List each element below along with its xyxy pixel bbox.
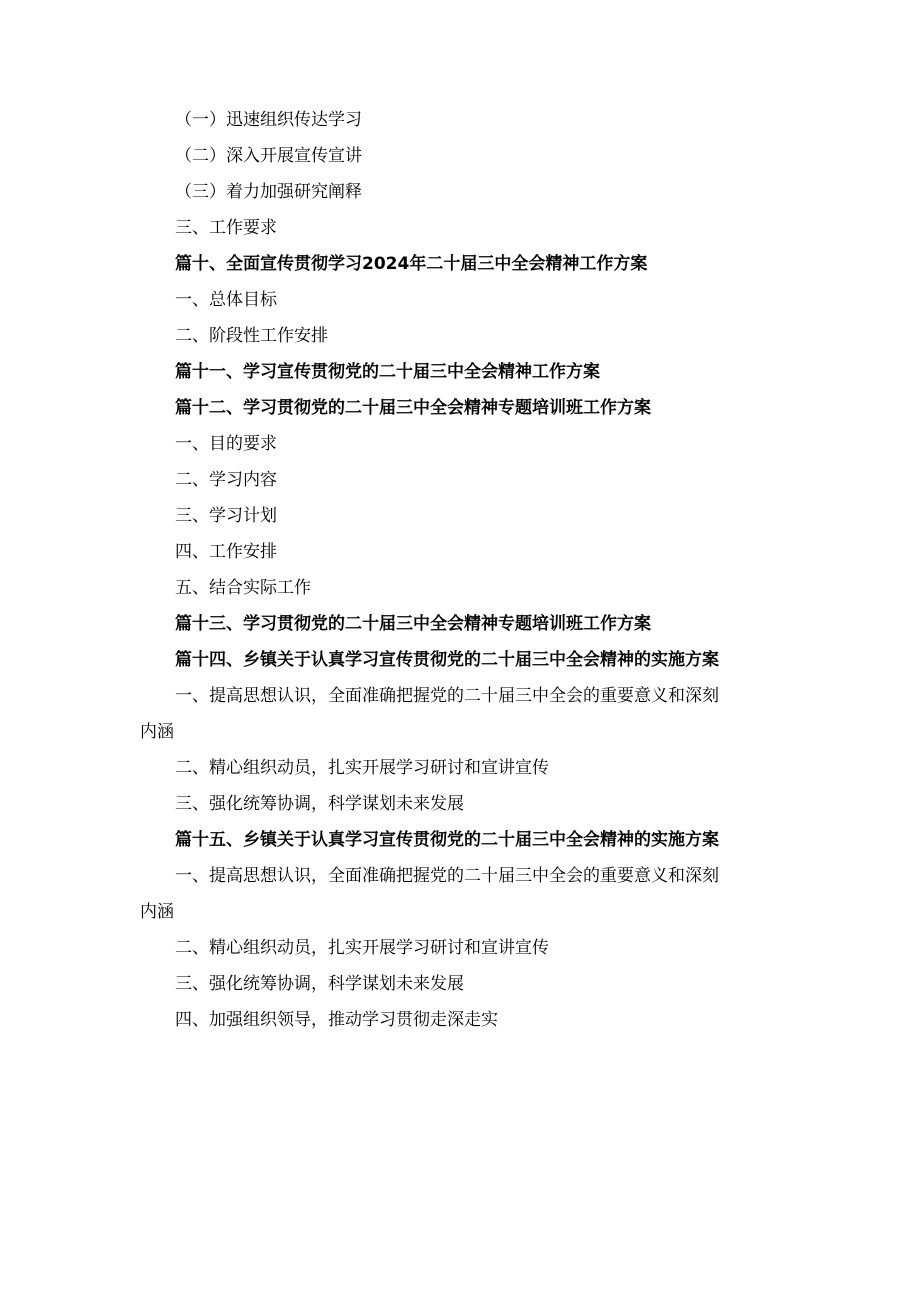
toc-entry: 一、提高思想认识，全面准确把握党的二十届三中全会的重要意义和深刻 (175, 686, 719, 706)
toc-entry: 四、工作安排 (175, 542, 277, 562)
toc-entry: 二、精心组织动员，扎实开展学习研讨和宣讲宣传 (175, 938, 549, 958)
toc-entry: （一）迅速组织传达学习 (175, 110, 362, 130)
toc-entry: 三、强化统筹协调，科学谋划未来发展 (175, 974, 464, 994)
toc-entry: 二、阶段性工作安排 (175, 326, 328, 346)
toc-section-heading: 篇十二、学习贯彻党的二十届三中全会精神专题培训班工作方案 (175, 398, 651, 418)
toc-entry: 三、强化统筹协调，科学谋划未来发展 (175, 794, 464, 814)
toc-entry: 二、精心组织动员，扎实开展学习研讨和宣讲宣传 (175, 758, 549, 778)
toc-section-heading: 篇十、全面宣传贯彻学习2024年二十届三中全会精神工作方案 (175, 254, 648, 274)
toc-section-heading: 篇十一、学习宣传贯彻党的二十届三中全会精神工作方案 (175, 362, 600, 382)
toc-entry: 二、学习内容 (175, 470, 277, 490)
toc-section-heading: 篇十四、乡镇关于认真学习宣传贯彻党的二十届三中全会精神的实施方案 (175, 650, 719, 670)
toc-entry: 一、总体目标 (175, 290, 277, 310)
toc-entry: 内涵 (140, 902, 174, 922)
toc-entry: 一、提高思想认识，全面准确把握党的二十届三中全会的重要意义和深刻 (175, 866, 719, 886)
toc-entry: 四、加强组织领导，推动学习贯彻走深走实 (175, 1010, 498, 1030)
toc-entry: 五、结合实际工作 (175, 578, 311, 598)
toc-entry: 三、工作要求 (175, 218, 277, 238)
toc-section-heading: 篇十五、乡镇关于认真学习宣传贯彻党的二十届三中全会精神的实施方案 (175, 830, 719, 850)
table-of-contents (140, 102, 780, 1038)
toc-entry: 内涵 (140, 722, 174, 742)
toc-entry: 三、学习计划 (175, 506, 277, 526)
toc-entry: 一、目的要求 (175, 434, 277, 454)
toc-section-heading: 篇十三、学习贯彻党的二十届三中全会精神专题培训班工作方案 (175, 614, 651, 634)
toc-entry: （三）着力加强研究阐释 (175, 182, 362, 202)
toc-entry: （二）深入开展宣传宣讲 (175, 146, 362, 166)
